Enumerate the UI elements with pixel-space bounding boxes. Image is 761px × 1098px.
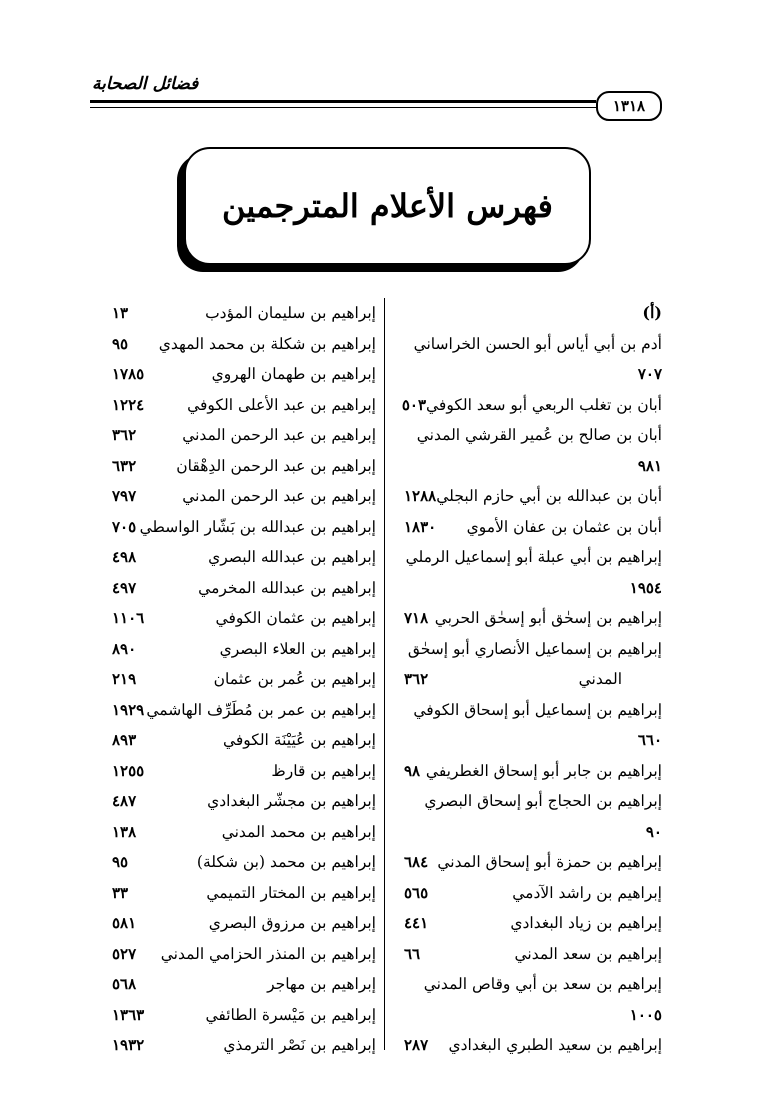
index-entry (108, 390, 376, 421)
index-entry (400, 573, 662, 604)
entry-number: ١٠٠٥ (629, 1005, 662, 1024)
entry-number: ٣٦٢ (404, 670, 429, 688)
entry-name: أبان بن تغلب الربعي أبو سعد الكوفي (426, 395, 662, 414)
entry-name: إبراهيم بن مهاجر (267, 975, 376, 993)
index-entry (400, 390, 662, 421)
entry-number: ٩٥ (112, 853, 129, 871)
entry-number: ١٢٨٨ (404, 487, 437, 505)
entry-name: إبراهيم بن مَيْسرة الطائفي (205, 1005, 376, 1024)
entry-name: إبراهيم بن سعد بن أبي وقاص المدني (423, 975, 662, 993)
entry-name: إبراهيم بن سعيد الطبري البغدادي (448, 1036, 662, 1054)
index-entry (108, 359, 376, 390)
entry-name: إبراهيم بن عبد الرحمن المدني (182, 426, 376, 444)
entry-name: إبراهيم بن مجشّر البغدادي (207, 792, 376, 810)
entry-name: إبراهيم بن الحجاج أبو إسحاق البصري (424, 792, 662, 810)
index-entry (108, 969, 376, 1000)
entry-number: ٧٠٥ (112, 517, 137, 536)
entry-name: المدني (578, 670, 622, 688)
entry-name: إبراهيم بن حمزة أبو إسحاق المدني (437, 853, 662, 871)
title-box (184, 147, 591, 265)
entry-name: إبراهيم بن إسماعيل الأنصاري أبو إسحٰق (407, 639, 662, 658)
entry-number: ٦٨٤ (404, 853, 429, 871)
entry-number: ٤٩٧ (112, 578, 137, 597)
entry-name: إبراهيم بن عبدالله المخرمي (198, 578, 376, 597)
header-rule-thin (90, 107, 596, 108)
index-entry (108, 298, 376, 329)
entry-number: ١٨٣٠ (404, 517, 437, 536)
entry-number: ٤٩٨ (112, 548, 137, 566)
entry-number: ٧٩٧ (112, 487, 137, 505)
entry-number: ١١٠٦ (112, 609, 145, 627)
entry-name: إبراهيم بن محمد (بن شكلة) (196, 853, 376, 871)
entry-name: إبراهيم بن إسماعيل أبو إسحاق الكوفي (413, 700, 662, 719)
index-title: فهرس الأعلام المترجمين (222, 187, 553, 225)
entry-name: أبان بن عثمان بن عفان الأموي (466, 517, 662, 536)
entry-number: ٦٦٠ (637, 731, 662, 749)
entry-name: أدم بن أبي أياس أبو الحسن الخراساني (413, 334, 662, 353)
entry-name: إبراهيم بن عبد الأعلى الكوفي (187, 395, 376, 414)
index-entry (400, 695, 662, 726)
index-entry (400, 451, 662, 482)
entry-number: ١٩٢٩ (112, 700, 145, 719)
entry-number: ٣٦٢ (112, 426, 137, 444)
page-number: ١٣١٨ (596, 91, 662, 121)
entry-name: إبراهيم بن عثمان الكوفي (215, 609, 376, 627)
entry-name: إبراهيم بن عبدالله بن بَشّار الواسطي (139, 517, 376, 536)
index-entry (108, 725, 376, 756)
entry-name: إبراهيم بن عُيَيْنَة الكوفي (222, 731, 376, 749)
entry-number: ١٢٢٤ (112, 395, 145, 414)
index-entry (400, 603, 662, 634)
entry-name: إبراهيم بن أبي عبلة أبو إسماعيل الرملي (405, 548, 662, 566)
entry-number: ٥٦٨ (112, 975, 137, 993)
entry-number: ١٣٨ (112, 822, 137, 841)
entry-number: ٨٩٠ (112, 639, 137, 658)
index-entry (108, 451, 376, 482)
index-entry (108, 634, 376, 665)
index-entry (108, 756, 376, 787)
entry-number: ٥٨١ (112, 914, 137, 932)
entry-number: ٧١٨ (404, 609, 429, 627)
entry-name: إبراهيم بن جابر أبو إسحاق الغطريفي (425, 761, 662, 780)
entry-number: ٥٦٥ (404, 883, 429, 902)
header-rule (90, 100, 596, 103)
index-entry (108, 420, 376, 451)
index-entry (108, 329, 376, 360)
index-entry (400, 1030, 662, 1061)
index-entry (108, 664, 376, 695)
entry-name: إبراهيم بن طهمان الهروي (211, 365, 376, 383)
index-entry (108, 481, 376, 512)
index-entry (108, 695, 376, 726)
entry-name: إبراهيم بن شكلة بن محمد المهدي (158, 334, 376, 353)
entry-name: إبراهيم بن المختار التميمي (206, 883, 376, 902)
index-entry (108, 908, 376, 939)
entry-number: ١٩٣٢ (112, 1036, 145, 1054)
entry-name: إبراهيم بن عمر بن مُطَرِّف الهاشمي (146, 700, 376, 719)
index-entry (400, 542, 662, 573)
entry-name: إبراهيم بن المنذر الحزامي المدني (160, 944, 376, 963)
entry-number: ٩٠ (645, 822, 662, 841)
entry-number: ٥٠٣ (401, 395, 426, 414)
index-entry (400, 298, 662, 329)
index-entry (108, 786, 376, 817)
entry-number: ٩٨ (404, 761, 421, 780)
index-column-right (400, 298, 662, 1061)
entry-name: إبراهيم بن زياد البغدادي (510, 914, 662, 932)
entry-name: إبراهيم بن نَصْر الترمذي (223, 1036, 376, 1054)
entry-name: إبراهيم بن العلاء البصري (219, 639, 376, 658)
entry-name: إبراهيم بن مرزوق البصري (208, 914, 376, 932)
entry-number: ١٧٨٥ (112, 365, 145, 383)
index-entry (400, 939, 662, 970)
index-entry (400, 878, 662, 909)
index-entry (108, 603, 376, 634)
entry-name: أبان بن صالح بن عُمير القرشي المدني (416, 426, 662, 444)
index-entry (400, 786, 662, 817)
entry-number: ١٢٥٥ (112, 761, 145, 780)
index-entry (400, 847, 662, 878)
entry-name: إبراهيم بن محمد المدني (221, 822, 376, 841)
entry-number: ٢١٩ (112, 670, 137, 688)
index-entry (108, 817, 376, 848)
entry-number: ٦٣٢ (112, 456, 137, 475)
index-entry (400, 725, 662, 756)
entry-number: ٥٢٧ (112, 944, 137, 963)
index-entry (108, 542, 376, 573)
entry-number: ٣٣ (112, 883, 129, 902)
entry-number: ١٣ (112, 304, 129, 322)
entry-name: إبراهيم بن سعد المدني (514, 944, 662, 963)
entry-name: إبراهيم بن إسحٰق أبو إسحٰق الحربي (434, 609, 662, 627)
index-column-left (108, 298, 376, 1061)
entry-name: إبراهيم بن عبد الرحمن الدِهْقان (176, 456, 376, 475)
index-entry (108, 847, 376, 878)
index-entry (400, 908, 662, 939)
index-entry (400, 817, 662, 848)
entry-name: أبان بن عبدالله بن أبي حازم البجلي (436, 487, 662, 505)
index-entry (400, 481, 662, 512)
index-entry (400, 664, 662, 695)
index-entry (108, 512, 376, 543)
entry-number: ٤٤١ (404, 914, 429, 932)
book-title: فضائل الصحابة (92, 74, 199, 94)
entry-number: ٤٨٧ (112, 792, 137, 810)
index-entry (400, 512, 662, 543)
index-entry (400, 329, 662, 360)
entry-number: ١٣٦٣ (112, 1005, 145, 1024)
entry-name: إبراهيم بن عبد الرحمن المدني (182, 487, 376, 505)
index-entry (400, 634, 662, 665)
entry-name: إبراهيم بن عبدالله البصري (208, 548, 376, 566)
index-entry (400, 359, 662, 390)
index-entry (108, 1000, 376, 1031)
entry-number: ٢٨٧ (404, 1036, 429, 1054)
entry-number: ٦٦ (404, 944, 421, 963)
index-entry (108, 573, 376, 604)
entry-name: إبراهيم بن قارظ (271, 761, 376, 780)
entry-number: ٨٩٣ (112, 731, 137, 749)
entry-number: ٩٥ (112, 334, 129, 353)
entry-number: ٩٨١ (637, 456, 662, 475)
index-entry (108, 939, 376, 970)
entry-number: ١٩٥٤ (629, 578, 662, 597)
column-divider (384, 298, 385, 1050)
entry-name: إبراهيم بن عُمر بن عثمان (213, 670, 376, 688)
index-entry (400, 756, 662, 787)
index-entry (108, 1030, 376, 1061)
index-entry (400, 420, 662, 451)
index-entry (400, 1000, 662, 1031)
index-entry (400, 969, 662, 1000)
entry-name: إبراهيم بن سليمان المؤدب (205, 304, 376, 322)
entry-number: ٧٠٧ (637, 365, 662, 383)
index-entry (108, 878, 376, 909)
entry-name: (أ) (642, 303, 662, 322)
entry-name: إبراهيم بن راشد الآدمي (512, 883, 662, 902)
